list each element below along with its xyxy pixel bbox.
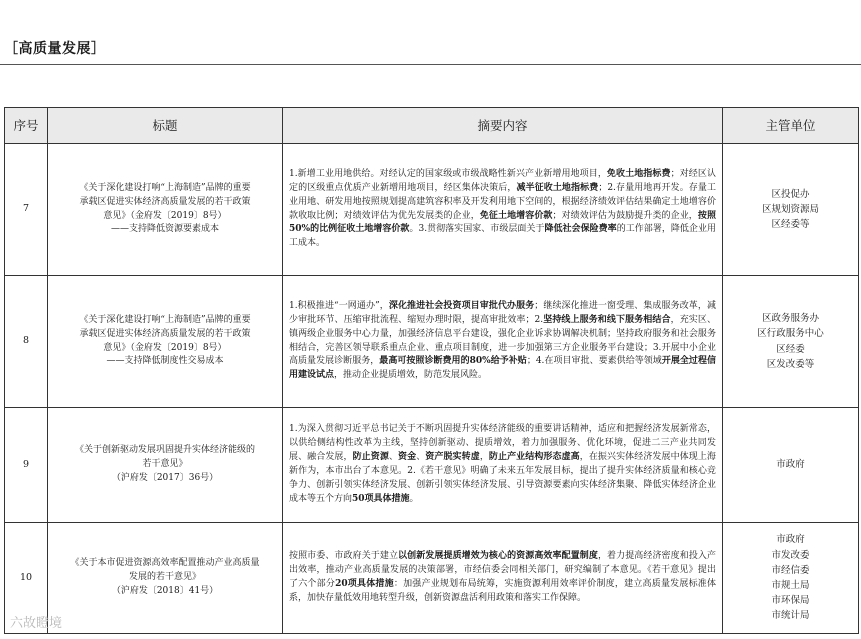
title-line: 承载区促进实体经济高质量发展的若干政策 xyxy=(79,328,251,339)
department: 市环保局 xyxy=(771,595,810,607)
row-title xyxy=(48,523,283,634)
row-number: 7 xyxy=(5,144,48,276)
row-number: 10 xyxy=(5,523,48,634)
title-line: 《关于本市促进资源高效率配置推动产业高质量 xyxy=(70,558,260,569)
table-row xyxy=(5,523,859,634)
title-line: 意见》（金府发〔2019〕8号） xyxy=(103,342,227,353)
header-title: 标题 xyxy=(48,108,283,144)
header-dept: 主管单位 xyxy=(723,108,859,144)
title-line: ——支持降低资源要素成本 xyxy=(110,224,219,235)
row-departments xyxy=(723,408,859,523)
summary-text: ；对绩效评估为鼓励提升类的企业， xyxy=(552,210,698,221)
title-line: 若干意见》 xyxy=(142,459,188,470)
summary-text: 。 xyxy=(409,493,419,504)
summary-text: 1.积极推进“一网通办”， xyxy=(289,300,389,311)
title-line: 承载区促进实体经济高质量发展的若干政策 xyxy=(79,196,251,207)
department: 区规划资源局 xyxy=(761,203,819,215)
summary-emphasis: 减半征收土地指标费 xyxy=(516,182,599,193)
summary-text: ；对经区认定的区级重点优质产业新增用地项目，经区集体决策后， xyxy=(289,168,716,193)
header-num: 序号 xyxy=(5,108,48,144)
department: 区投促办 xyxy=(771,188,810,200)
summary-emphasis: 50项具体措施 xyxy=(352,493,410,504)
summary-text: ；2.存量用地再开发。存量工业用地、研发用地按照规划提高建筑容积率及开发利用地下空间的，根据经济绩效评估结果确定土地增容价款收取比例；对绩效评估为优先发展类的企业， xyxy=(289,182,716,221)
summary-text: ，充实区、镇两级企业服务中心力量，加强经济信息平台建设，强化企业诉求协调解决机制；坚持政府服务和社会服务相结合，完善区领导联系重点企业、重点项目制度，进一步加强第三方企业服务平台建设；3.开展中小企业高质量发展诊断服务， xyxy=(289,314,716,367)
summary-emphasis: 以创新发展提质增效为核心的资源高效率配置制度 xyxy=(398,551,598,562)
watermark: 六故瞪境 xyxy=(10,616,63,631)
department: 市经信委 xyxy=(771,564,810,576)
row-summary xyxy=(283,276,723,408)
summary-text: ， xyxy=(479,452,489,463)
department: 区经委 xyxy=(776,343,805,355)
table-row xyxy=(5,408,859,523)
department: 区经委等 xyxy=(771,219,810,231)
title-line: ——支持降低制度性交易成本 xyxy=(106,356,224,367)
header-summary: 摘要内容 xyxy=(283,108,723,144)
summary-text: 1.新增工业用地供给。对经认定的国家级或市级战略性新兴产业新增用地项目， xyxy=(289,168,607,179)
summary-text: ：加强产业规划布局统筹，实施资源利用效率评价制度，建立高质量发展标准体系，加快存量低效用地转型升级，创新资源盘活利用政策和落实工作保障。 xyxy=(289,579,716,603)
summary-emphasis: 免征土地增容价款 xyxy=(479,210,553,221)
policy-table xyxy=(4,107,859,634)
summary-emphasis: 免收土地指标费 xyxy=(606,168,671,179)
summary-text: ；4.在项目审批、要素供给等领域 xyxy=(526,356,662,367)
row-summary xyxy=(283,523,723,634)
summary-emphasis: 按照50%的比例征收土地增容价款 xyxy=(289,210,716,235)
title-line: 《关于创新驱动发展巩固提升实体经济能级的 xyxy=(74,445,255,456)
summary-text: 按照市委、市政府关于建立 xyxy=(289,551,399,562)
row-number: 8 xyxy=(5,276,48,408)
summary-text: 、 xyxy=(416,452,426,463)
summary-emphasis: 最高可按照诊断费用的80%给予补贴 xyxy=(379,356,527,367)
row-departments xyxy=(723,144,859,276)
row-title xyxy=(48,276,283,408)
table-row xyxy=(5,276,859,408)
section-title: ［高质量发展］ xyxy=(4,41,106,57)
summary-emphasis: 防止产业结构形态虚高 xyxy=(488,452,580,463)
summary-text: 。3.贯彻落实国家、市级层面关于 xyxy=(409,224,545,235)
row-summary xyxy=(283,408,723,523)
department: 市政府 xyxy=(776,459,805,471)
title-line: 《关于深化建设打响“上海制造”品牌的重要 xyxy=(79,314,251,325)
summary-emphasis: 坚持线上服务和线下服务相结合 xyxy=(543,314,671,325)
department: 区行政服务中心 xyxy=(757,328,824,340)
department: 区发改委等 xyxy=(766,358,815,370)
summary-emphasis: 深化推进社会投资项目审批代办服务 xyxy=(388,300,535,311)
department: 市规土局 xyxy=(771,580,810,591)
title-line: （沪府发〔2017〕36号） xyxy=(111,472,219,483)
department: 市发改委 xyxy=(771,549,810,561)
summary-text: 1.为深入贯彻习近平总书记关于不断巩固提升实体经济能级的重要讲话精神，适应和把握经济发展新常态，以供给侧结构性改革为主线，坚持创新驱动、提质增效，着力加强服务、优化环境，促进二三产业共同发展、融合发展， xyxy=(289,424,716,463)
summary-text: ，着力提高经济密度和投入产出效率，推动产业高质量发展的决策部署，市经信委会同相关部门，研究编制了本意见。《若干意见》提出了六个部分 xyxy=(289,551,716,589)
summary-emphasis: 降低社会保险费率 xyxy=(544,224,617,235)
row-title xyxy=(48,408,283,523)
department: 市政府 xyxy=(776,534,805,546)
row-departments xyxy=(723,276,859,408)
title-line: 发展的若干意见》 xyxy=(128,572,201,583)
summary-text: ，推动企业提质增效，防范发展风险。 xyxy=(334,370,488,381)
title-line: （沪府发〔2018〕41号） xyxy=(111,585,219,596)
department: 市统计局 xyxy=(771,610,810,622)
summary-text: 、 xyxy=(388,452,399,463)
title-line: 意见》（金府发〔2019〕8号） xyxy=(103,210,227,221)
row-title xyxy=(48,144,283,276)
summary-emphasis: 资产脱实转虚 xyxy=(425,452,480,463)
summary-text: ，在振兴实体经济发展中体现上海新作为，本市出台了本意见。2.《若干意见》明确了未来五年发展目标，提出了提升实体经济质量和核心竞争力、创新引领实体经济发展、创新引领实体经济发展、引导资源要素向实体经济集聚、降低实体经济企业成本等五个方向 xyxy=(289,452,716,504)
summary-text: ；继续深化推进一窗受理、集成服务改革，减少审批环节、压缩审批流程、缩短办理时限，提高审批效率；2. xyxy=(289,300,716,325)
table-row xyxy=(5,144,859,276)
row-departments xyxy=(723,523,859,634)
section-divider xyxy=(0,64,861,65)
summary-emphasis: 20项具体措施 xyxy=(335,579,394,589)
title-line: 《关于深化建设打响“上海制造”品牌的重要 xyxy=(79,182,251,193)
table-header-row xyxy=(5,108,859,144)
summary-text: 的工作部署，降低企业用工成本。 xyxy=(289,224,716,249)
department: 区政务服务办 xyxy=(761,313,819,325)
row-summary xyxy=(283,144,723,276)
summary-emphasis: 资金 xyxy=(398,452,417,463)
summary-emphasis: 开展全过程信用建设试点 xyxy=(289,356,716,381)
row-number: 9 xyxy=(5,408,48,523)
summary-emphasis: 防止资源 xyxy=(352,452,389,463)
